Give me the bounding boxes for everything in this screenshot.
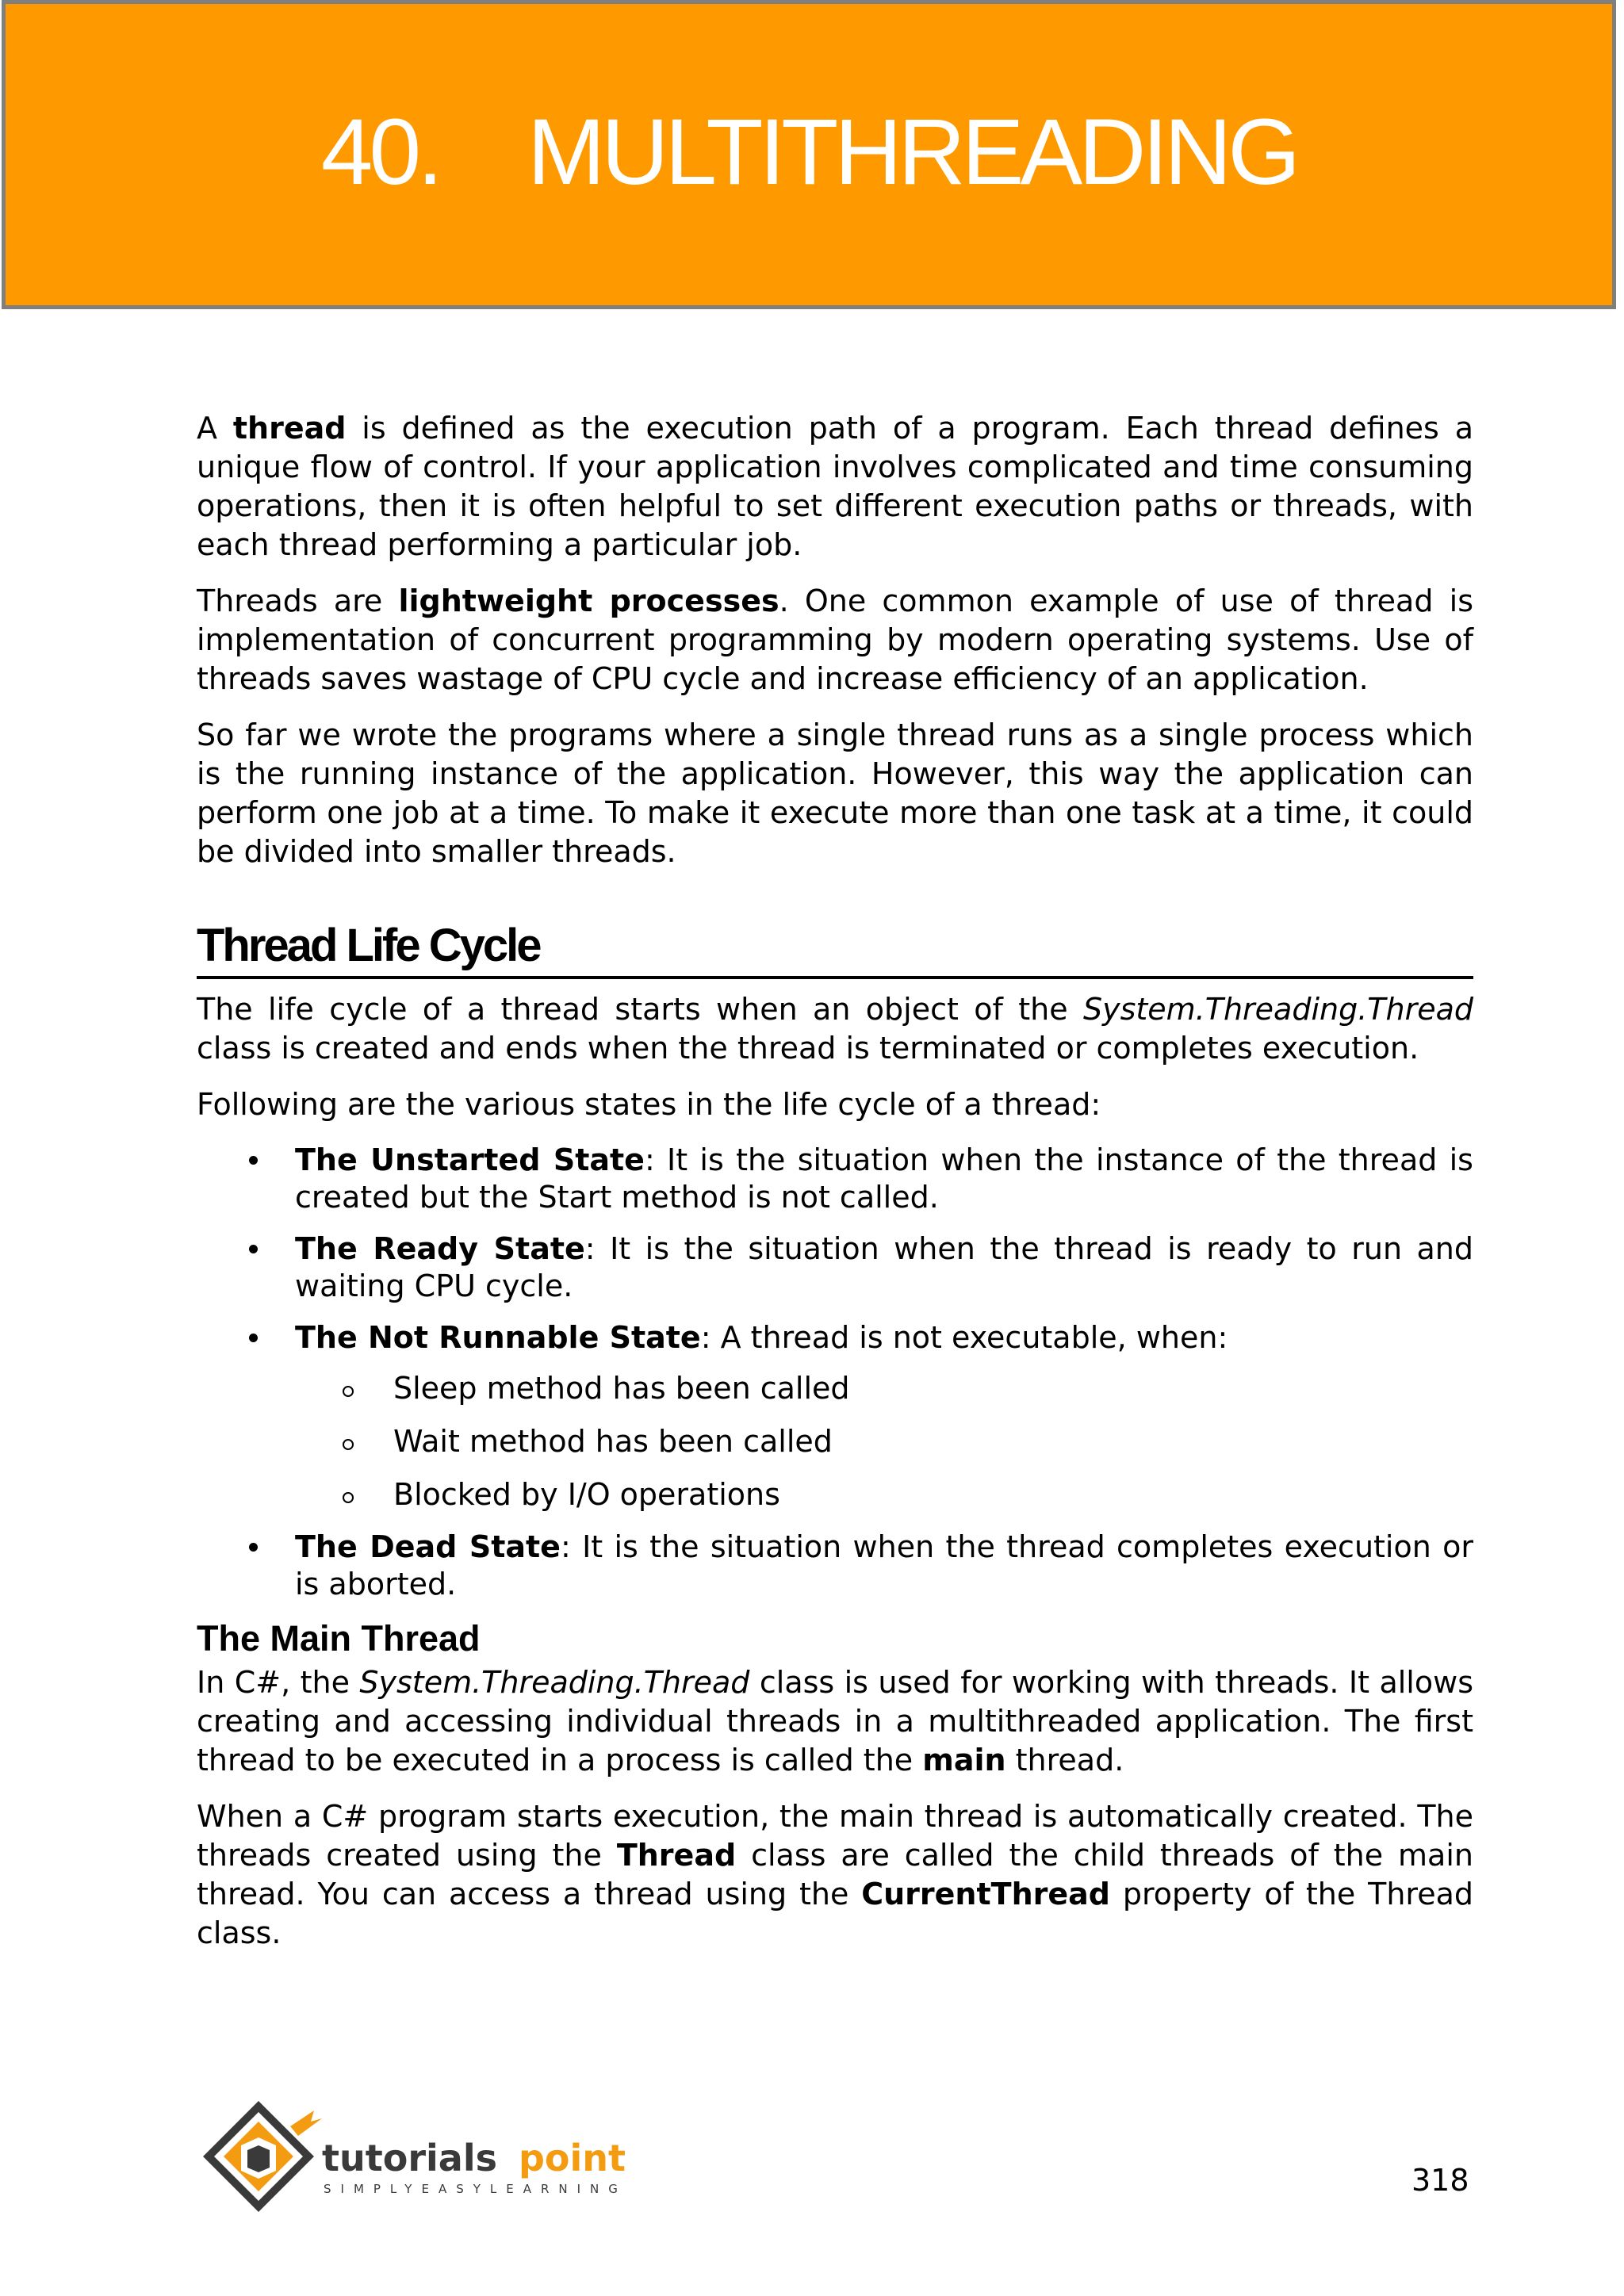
condition-text: Wait method has been called <box>393 1424 833 1459</box>
sub-list-item <box>295 1475 1473 1514</box>
state-description: : It is the situation when the thread is ready to run and waiting CPU cycle. <box>295 1231 1474 1303</box>
main-thread-paragraph-1 <box>197 1663 1473 1780</box>
state-name: The Unstarted State <box>295 1142 645 1177</box>
condition-text: Sleep method has been called <box>393 1371 850 1406</box>
state-description: : It is the situation when the thread completes execution or is aborted. <box>295 1529 1474 1601</box>
state-name: The Not Runnable State <box>295 1320 701 1355</box>
text-run: In C#, the <box>197 1665 360 1700</box>
italic-class-name: System.Threading.Thread <box>1082 992 1473 1027</box>
main-thread-paragraph-2 <box>197 1797 1473 1953</box>
thread-states-list <box>197 1142 1473 1603</box>
circle-bullet-icon <box>343 1386 354 1397</box>
chapter-title: MULTITHREADING <box>527 100 1297 205</box>
list-item-unstarted <box>197 1142 1473 1216</box>
sub-list-item <box>295 1422 1473 1461</box>
chapter-heading <box>6 100 1612 205</box>
text-run: is defined as the execution path of a program. Each thread defines a unique flow of control. If your application involves complicated and time consuming operations, then it is often helpful to set different execution paths or threads, with each thread performing a particular job. <box>197 411 1473 562</box>
text-run: property of the Thread class. <box>197 1877 1473 1950</box>
bold-term-main: main <box>922 1743 1006 1777</box>
bold-term-lightweight: lightweight processes <box>398 584 779 618</box>
text-run: class are called the child threads of the main thread. You can access a thread using the <box>197 1838 1473 1911</box>
text-run: The life cycle of a thread starts when an object of the <box>197 992 1083 1027</box>
text-run: A <box>197 411 233 446</box>
bold-term-thread: thread <box>232 411 347 446</box>
intro-paragraph-2 <box>197 582 1473 698</box>
state-description: : A thread is not executable, when: <box>700 1320 1228 1355</box>
bullet-icon <box>249 1543 258 1552</box>
logo-text-tutorials: tutorials <box>322 2137 497 2179</box>
text-run: When a C# program starts execution, the main thread is automatically created. The threads created using the <box>197 1799 1473 1873</box>
page-content <box>197 409 1473 1970</box>
bullet-icon <box>249 1334 258 1342</box>
section-heading-life-cycle: Thread Life Cycle <box>197 920 1473 979</box>
state-description: : It is the situation when the instance of the thread is created but the Start method is not called. <box>295 1142 1473 1215</box>
circle-bullet-icon <box>343 1492 354 1503</box>
list-item-not-runnable <box>197 1319 1473 1514</box>
page-number: 318 <box>1411 2163 1469 2198</box>
condition-text: Blocked by I/O operations <box>393 1477 780 1512</box>
text-run: class is used for working with threads. It allows creating and accessing individual threads in a multithreaded application. The first thread to be executed in a process is called the <box>197 1665 1473 1777</box>
bullet-icon <box>249 1245 258 1253</box>
intro-paragraph-3: So far we wrote the programs where a single thread runs as a single process which is the running instance of the application. However, this way the application can perform one job at a time. To make it execute more than one task at a time, it could be divided into smaller threads. <box>197 718 1473 869</box>
text-run: Threads are <box>197 584 399 618</box>
italic-class-name: System.Threading.Thread <box>359 1665 750 1700</box>
text-run: thread. <box>1005 1743 1124 1777</box>
tutorialspoint-logo <box>195 2095 639 2229</box>
sub-list-item <box>295 1369 1473 1408</box>
logo-tagline: SIMPLYEASYLEARNING <box>324 2182 627 2196</box>
text-run: . One common example of use of thread is implementation of concurrent programming by modern operating systems. Use of threads saves wastage of CPU cycle and increase efficiency of an application. <box>197 584 1473 696</box>
bullet-icon <box>249 1156 258 1165</box>
life-cycle-paragraph-2: Following are the various states in the life cycle of a thread: <box>197 1087 1101 1122</box>
section-heading-main-thread: The Main Thread <box>197 1618 481 1659</box>
intro-paragraph-1 <box>197 409 1473 564</box>
list-item-ready <box>197 1230 1473 1305</box>
chapter-number: 40. <box>320 100 439 205</box>
chapter-banner <box>2 0 1616 309</box>
not-runnable-conditions <box>295 1369 1473 1514</box>
logo-diamond-icon <box>203 2101 322 2212</box>
life-cycle-paragraph-1 <box>197 990 1473 1068</box>
state-name: The Dead State <box>295 1529 561 1564</box>
list-item-dead <box>197 1529 1473 1603</box>
logo-text-point: point <box>519 2137 626 2179</box>
circle-bullet-icon <box>343 1439 354 1450</box>
bold-term-current-thread: CurrentThread <box>861 1877 1110 1911</box>
text-run: class is created and ends when the thread is terminated or completes execution. <box>197 1031 1419 1066</box>
bold-term-thread-class: Thread <box>616 1838 737 1873</box>
state-name: The Ready State <box>295 1231 585 1266</box>
